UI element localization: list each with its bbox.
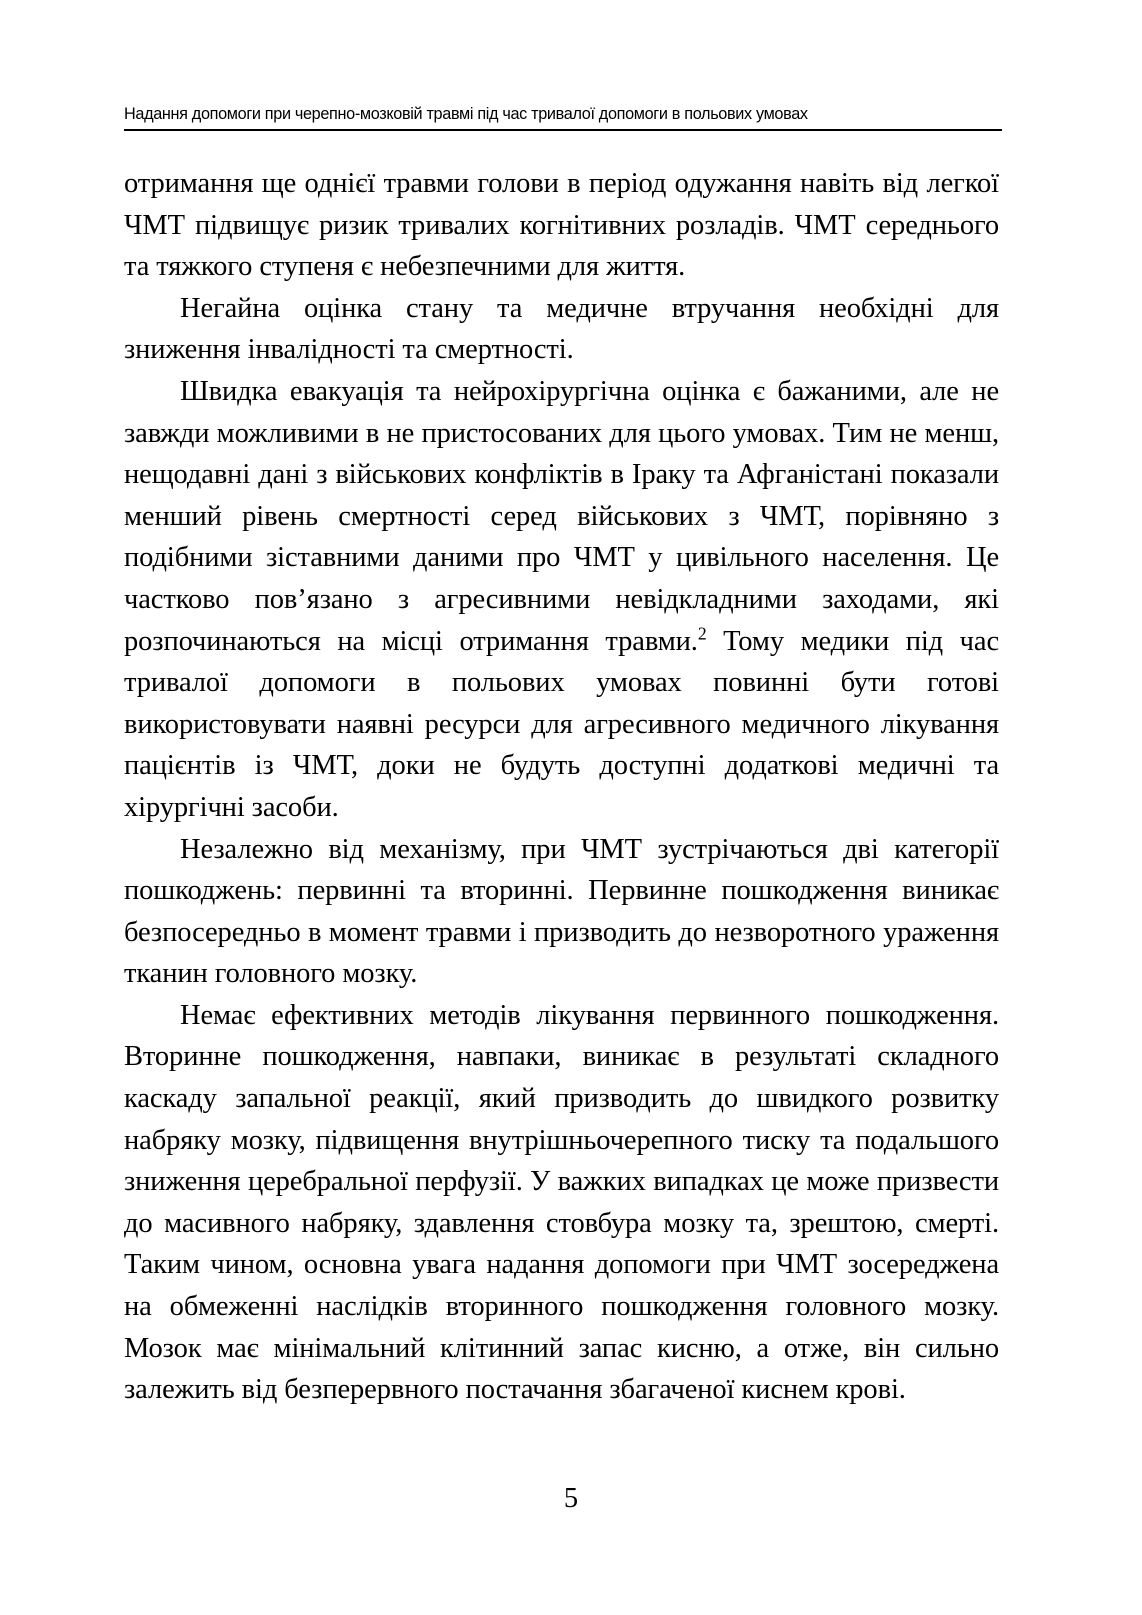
paragraph-1 <box>124 163 999 288</box>
footnote-reference-2[interactable]: 2 <box>697 623 707 644</box>
paragraph-1-text: отримання ще однієї травми голови в період одужання навіть від легкої ЧМТ підвищує ризик тривалих когнітивних розладів. ЧМТ середнього та тяжкого ступеня є небезпечними для життя. <box>124 168 999 283</box>
page-number: 5 <box>563 1483 579 1514</box>
paragraph-5 <box>124 995 999 1411</box>
page-body <box>124 163 999 1411</box>
paragraph-4-text: Незалежно від механізму, при ЧМТ зустрічаються дві категорії пошкоджень: первинні та вторинні. Первинне пошкодження виникає безпосередньо в момент травми і призводить до незворотного ураження тканин головного мозку. <box>124 833 999 990</box>
paragraph-2-text: Негайна оцінка стану та медичне втручання необхідні для зниження інвалідності та смертності. <box>124 292 999 366</box>
paragraph-2 <box>124 288 999 371</box>
header-rule <box>124 129 1002 131</box>
paragraph-3-text-after-footnote: Тому медики під час тривалої допомоги в польових умовах повинні бути готові використовувати наявні ресурси для агресивного медичного лікування пацієнтів із ЧМТ, доки не будуть доступні додаткові медичні та хірургічні засоби. <box>124 625 999 823</box>
paragraph-5-text: Немає ефективних методів лікування первинного пошкодження. Вторинне пошкодження, навпаки, виникає в результаті складного каскаду запальної реакції, який призводить до швидкого розвитку набряку мозку, підвищення внутрішньочерепного тиску та подальшого зниження церебральної перфузії. У важких випадках це може призвести до масивного набряку, здавлення стовбура мозку та, зрештою, смерті. Таким чином, основна увага надання допомоги при ЧМТ зосереджена на обмеженні наслідків вторинного пошкодження головного мозку. Мозок має мінімальний клітинний запас кисню, а отже, він сильно залежить від безперервного постачання збагаченої киснем крові. <box>124 999 999 1406</box>
running-header-text: Надання допомоги при черепно-мозковій травмі під час тривалої допомоги в польових умовах <box>124 105 808 123</box>
paragraph-3-text-before-footnote: Швидка евакуація та нейрохірургічна оцінка є бажаними, але не завжди можливими в не пристосованих для цього умовах. Тим не менш, нещодавні дані з військових конфліктів в Іраку та Афганістані показали менший рівень смертності серед військових з ЧМТ, порівняно з подібними зіставними даними про ЧМТ у цивільного населення. Це частково пов’язано з агресивними невідкладними заходами, які розпочинаються на місці отримання травми. <box>124 375 999 657</box>
paragraph-4 <box>124 829 999 995</box>
running-header <box>124 104 1002 131</box>
paragraph-3 <box>124 371 999 829</box>
